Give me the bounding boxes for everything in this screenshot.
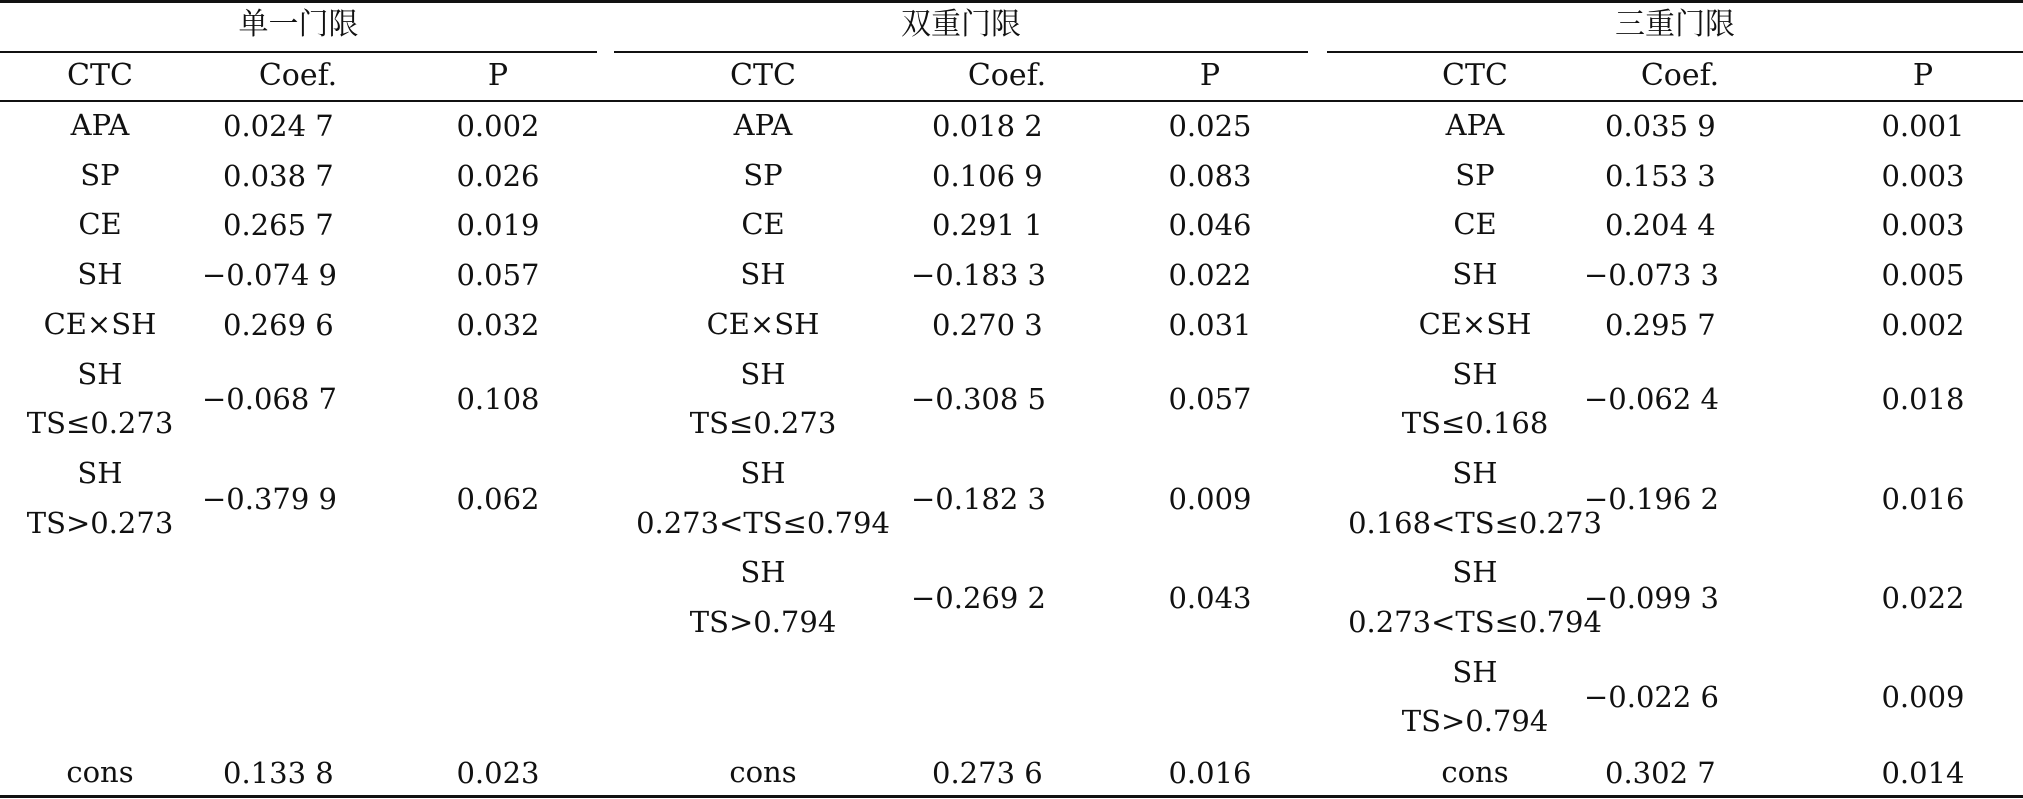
coef-cell: −0.269 2 (911, 581, 1046, 615)
p-cell: 0.031 (1168, 307, 1252, 342)
group-title: 三重门限 (1615, 7, 1735, 42)
ctc-header: CTC (1442, 58, 1508, 93)
ctc-line: SH (77, 257, 123, 292)
p-cell: 0.057 (456, 257, 540, 292)
ctc-line: APA (733, 108, 793, 142)
ctc-header: CTC (730, 58, 796, 93)
group-title: 单一门限 (238, 7, 359, 42)
ctc-cell (618, 101, 908, 151)
p-cell: 0.018 (1881, 382, 1965, 417)
ctc-line: CE×SH (706, 306, 820, 341)
p-cell: 0.009 (1881, 680, 1965, 715)
ctc-line: SH (740, 455, 786, 490)
ctc-line: SH (1452, 654, 1498, 689)
ctc-line: TS>0.794 (689, 604, 837, 639)
ctc-cell (618, 449, 908, 548)
p-header: P (1912, 58, 1934, 93)
p-cell: 0.043 (1168, 581, 1252, 615)
ctc-line: APA (70, 108, 130, 142)
ctc-line: TS≤0.273 (26, 406, 174, 441)
coef-cell: 0.295 7 (1605, 307, 1716, 342)
coef-cell: 0.035 9 (1605, 108, 1716, 143)
ctc-line: APA (1445, 108, 1505, 142)
ctc-line: SP (1455, 157, 1495, 192)
ctc-cell (618, 151, 908, 201)
p-cell: 0.019 (456, 208, 540, 243)
ctc-cell (0, 449, 200, 548)
coef-cell: −0.183 3 (911, 257, 1046, 292)
ctc-line: TS≤0.168 (1401, 406, 1549, 441)
ctc-cell (1320, 151, 1630, 201)
p-cell: 0.062 (456, 481, 540, 516)
ctc-cell (1320, 748, 1630, 798)
coef-cell: 0.273 6 (932, 755, 1043, 790)
ctc-cell (1320, 300, 1630, 350)
ctc-cell (618, 748, 908, 798)
ctc-line: CE×SH (1418, 306, 1532, 341)
coef-cell: −0.099 3 (1584, 581, 1719, 615)
coef-cell: −0.068 7 (202, 382, 337, 417)
ctc-cell (0, 200, 200, 250)
ctc-cell (618, 548, 908, 647)
ctc-line: SP (80, 157, 120, 192)
coef-cell: 0.302 7 (1605, 755, 1716, 790)
ctc-line: CE (741, 207, 785, 242)
p-header: P (487, 58, 509, 93)
coef-cell: −0.074 9 (202, 257, 337, 292)
p-cell: 0.025 (1168, 108, 1252, 143)
ctc-line: CE (1453, 207, 1497, 242)
ctc-line: cons (1441, 755, 1509, 789)
p-cell: 0.057 (1168, 382, 1252, 417)
coef-cell: 0.018 2 (932, 108, 1043, 143)
ctc-line: SH (1452, 555, 1498, 590)
p-cell: 0.003 (1881, 208, 1965, 243)
p-cell: 0.016 (1881, 481, 1965, 516)
p-cell: 0.026 (456, 158, 540, 193)
p-cell: 0.083 (1168, 158, 1252, 193)
coef-cell: −0.062 4 (1584, 382, 1719, 417)
ctc-line: SP (743, 157, 783, 192)
ctc-line: SH (77, 356, 123, 391)
ctc-line: SH (1452, 257, 1498, 292)
coef-cell: 0.133 8 (223, 755, 334, 790)
coef-cell: 0.153 3 (1605, 158, 1716, 193)
ctc-cell (0, 101, 200, 151)
ctc-line: SH (1452, 455, 1498, 490)
ctc-line: SH (740, 555, 786, 590)
ctc-cell (0, 250, 200, 300)
p-cell: 0.001 (1881, 108, 1965, 143)
coef-cell: −0.196 2 (1584, 481, 1719, 516)
ctc-line: SH (740, 257, 786, 292)
coef-cell: 0.291 1 (932, 208, 1043, 243)
ctc-line: CE (78, 207, 122, 242)
coef-cell: −0.182 3 (911, 481, 1046, 516)
ctc-line: cons (66, 755, 134, 789)
p-cell: 0.009 (1168, 481, 1252, 516)
ctc-line: 0.273<TS≤0.794 (1348, 604, 1602, 639)
p-header: P (1199, 58, 1221, 93)
ctc-line: SH (1452, 356, 1498, 391)
ctc-cell (618, 250, 908, 300)
p-cell: 0.014 (1881, 755, 1965, 790)
ctc-line: TS>0.273 (26, 505, 174, 540)
ctc-line: TS≤0.273 (689, 406, 837, 441)
coef-cell: 0.269 6 (223, 307, 334, 342)
ctc-line: SH (77, 455, 123, 490)
p-cell: 0.002 (456, 108, 540, 143)
ctc-line: cons (729, 755, 797, 789)
ctc-cell (0, 300, 200, 350)
coef-cell: 0.270 3 (932, 307, 1043, 342)
coef-cell: −0.308 5 (911, 382, 1046, 417)
coef-cell: 0.204 4 (1605, 208, 1716, 243)
ctc-cell (0, 350, 200, 449)
coef-header: Coef. (258, 58, 338, 93)
ctc-cell (1320, 101, 1630, 151)
coef-cell: −0.379 9 (202, 481, 337, 516)
p-cell: 0.108 (456, 382, 540, 417)
ctc-header: CTC (67, 58, 133, 93)
ctc-cell (618, 300, 908, 350)
coef-header: Coef. (1640, 58, 1720, 93)
p-cell: 0.005 (1881, 257, 1965, 292)
ctc-cell (0, 151, 200, 201)
ctc-cell (618, 350, 908, 449)
coef-cell: −0.022 6 (1584, 680, 1719, 715)
coef-cell: 0.265 7 (223, 208, 334, 243)
ctc-line: 0.273<TS≤0.794 (636, 505, 890, 540)
p-cell: 0.003 (1881, 158, 1965, 193)
coef-cell: 0.106 9 (932, 158, 1043, 193)
p-cell: 0.022 (1881, 581, 1965, 615)
ctc-cell (1320, 200, 1630, 250)
coef-cell: 0.038 7 (223, 158, 334, 193)
ctc-line: CE×SH (43, 306, 157, 341)
p-cell: 0.046 (1168, 208, 1252, 243)
coef-cell: 0.024 7 (223, 108, 334, 143)
ctc-cell (0, 748, 200, 798)
ctc-line: SH (740, 356, 786, 391)
p-cell: 0.016 (1168, 755, 1252, 790)
ctc-line: TS>0.794 (1401, 704, 1549, 739)
p-cell: 0.023 (456, 755, 540, 790)
ctc-line: 0.168<TS≤0.273 (1348, 505, 1602, 540)
coef-cell: −0.073 3 (1584, 257, 1719, 292)
p-cell: 0.032 (456, 307, 540, 342)
ctc-cell (618, 200, 908, 250)
p-cell: 0.022 (1168, 257, 1252, 292)
p-cell: 0.002 (1881, 307, 1965, 342)
coef-header: Coef. (967, 58, 1047, 93)
group-title: 双重门限 (901, 7, 1021, 42)
